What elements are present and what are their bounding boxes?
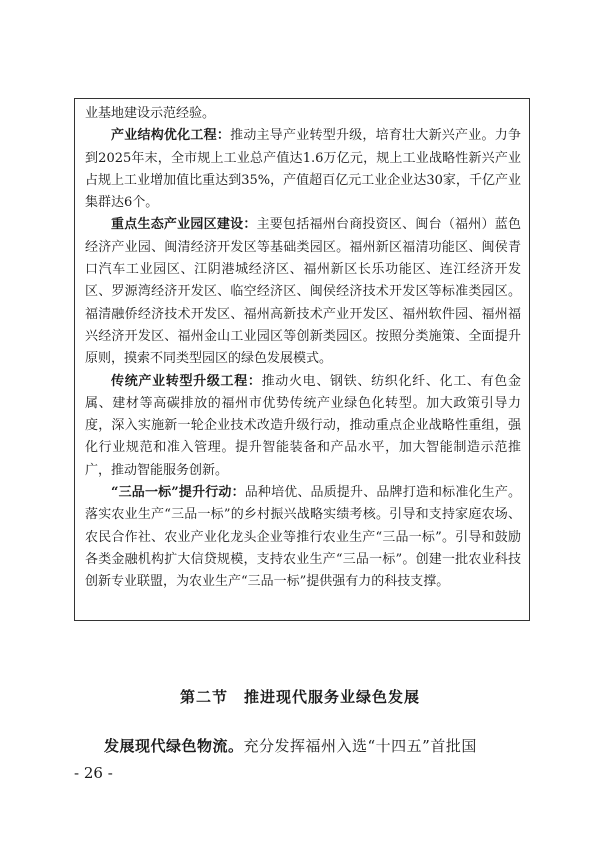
body-text: 充分发挥福州入选“十四五”首批国 [243, 737, 477, 755]
paragraph-heading: 传统产业转型升级工程： [111, 373, 262, 389]
body-paragraph [104, 735, 477, 756]
box-paragraph-2 [85, 214, 521, 370]
body-heading: 发展现代绿色物流。 [104, 737, 244, 755]
box-paragraph-1 [85, 125, 521, 214]
highlight-box [74, 98, 530, 621]
box-paragraph-3 [85, 371, 521, 482]
paragraph-heading: 产业结构优化工程： [111, 128, 231, 144]
box-paragraph-0: 业基地建设示范经验。 [85, 106, 216, 121]
paragraph-text: 品种培优、品质提升、品牌打造和标准化生产。落实农业生产“三品一标”的乡村振兴战略实绩考核。引导和支持家庭农场、农民合作社、农业产业化龙头企业等推行农业生产“三品一标”。引导和鼓励各类金融机构扩大信贷规模，支持农业生产“三品一标”。创建一批农业科技创新专业联盟，为农业生产“三品一标”提供强有力的科技支撑。 [85, 485, 521, 590]
paragraph-heading: 重点生态产业园区建设： [111, 217, 257, 233]
page-number: - 26 - [74, 764, 113, 782]
paragraph-text: 主要包括福州台商投资区、闽台（福州）蓝色经济产业园、闽清经济开发区等基础类园区。福州新区福清功能区、闽侯青口汽车工业园区、江阴港城经济区、福州新区长乐功能区、连江经济开发区、罗源湾经济开发区、临空经济区、闽侯经济技术开发区等标准类园区。福清融侨经济技术开发区、福州高新技术产业开发区、福州软件园、福州福兴经济开发区、福州金山工业园区等创新类园区。按照分类施策、全面提升原则，摸索不同类型园区的绿色发展模式。 [85, 217, 521, 367]
paragraph-text: 推动火电、钢铁、纺织化纤、化工、有色金属、建材等高碳排放的福州市优势传统产业绿色化转型。加大政策引导力度，深入实施新一轮企业技术改造升级行动，推动重点企业战略性重组，强化行业规范和准入管理。提升智能装备和产品水平，加大智能制造示范推广，推动智能服务创新。 [85, 373, 521, 478]
paragraph-text: 推动主导产业转型升级，培育壮大新兴产业。力争到2025年末，全市规上工业总产值达1.6万亿元，规上工业战略性新兴产业占规上工业增加值比重达到35%，产值超百亿元工业企业达30家，千亿产业集群达6个。 [85, 128, 521, 211]
box-paragraph-4 [85, 482, 521, 593]
section-title: 第二节 推进现代服务业绿色发展 [179, 688, 420, 706]
paragraph-heading: “三品一标”提升行动： [111, 485, 245, 501]
